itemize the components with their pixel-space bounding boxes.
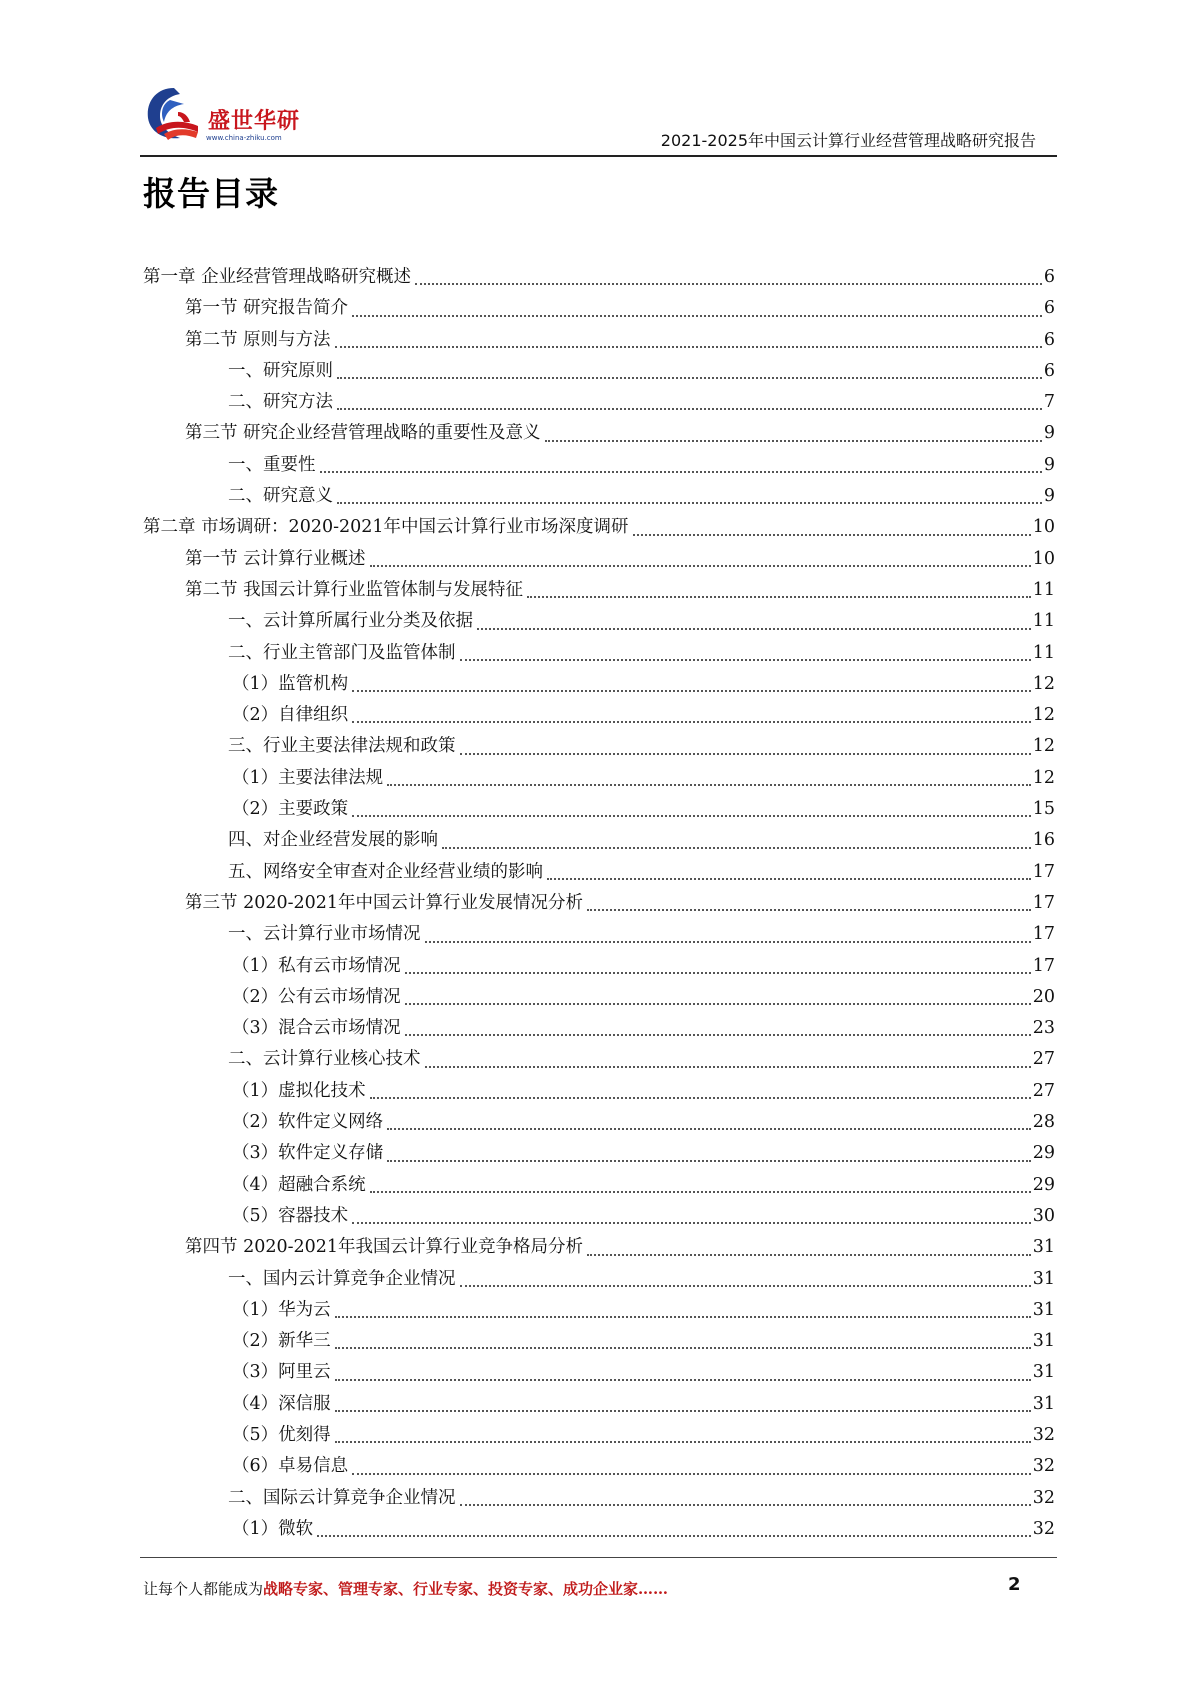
toc-dot-leader xyxy=(460,753,1031,755)
toc-entry-page: 10 xyxy=(1032,548,1055,569)
toc-entry-page: 11 xyxy=(1032,611,1055,632)
toc-entry[interactable] xyxy=(143,700,1055,731)
toc-entry-page: 20 xyxy=(1032,986,1055,1007)
toc-entry[interactable] xyxy=(143,418,1055,449)
toc-entry-title: （3）混合云市场情况 xyxy=(232,1018,401,1039)
toc-entry[interactable] xyxy=(143,857,1055,888)
toc-entry-title: （4）超融合系统 xyxy=(232,1174,366,1195)
toc-entry[interactable] xyxy=(143,888,1055,919)
toc-dot-leader xyxy=(352,690,1031,692)
toc-entry-title: 第二节 原则与方法 xyxy=(185,329,331,350)
toc-entry-title: 二、行业主管部门及监管体制 xyxy=(228,642,456,663)
toc-dot-leader xyxy=(587,1254,1031,1256)
toc-entry-page: 27 xyxy=(1032,1049,1055,1070)
toc-dot-leader xyxy=(527,596,1031,598)
toc-entry-title: （3）阿里云 xyxy=(232,1362,331,1383)
toc-entry-title: 第二节 我国云计算行业监管体制与发展特征 xyxy=(185,579,524,600)
toc-dot-leader xyxy=(320,471,1042,473)
toc-entry[interactable] xyxy=(143,1514,1055,1545)
toc-dot-leader xyxy=(335,346,1042,348)
toc-entry[interactable] xyxy=(143,512,1055,543)
toc-dot-leader xyxy=(405,1003,1031,1005)
toc-entry-page: 15 xyxy=(1032,799,1055,820)
toc-entry-title: 第一章 企业经营管理战略研究概述 xyxy=(143,267,412,287)
toc-entry-title: 一、云计算所属行业分类及依据 xyxy=(228,611,473,632)
logo-url: www.china-zhiku.com xyxy=(206,134,282,142)
toc-entry[interactable] xyxy=(143,606,1055,637)
toc-entry-page: 6 xyxy=(1043,360,1055,381)
toc-entry[interactable] xyxy=(143,1451,1055,1482)
toc-entry-title: 第二章 市场调研：2020-2021年中国云计算行业市场深度调研 xyxy=(143,517,629,538)
toc-entry[interactable] xyxy=(143,1170,1055,1201)
toc-entry-title: 第四节 2020-2021年我国云计算行业竞争格局分析 xyxy=(185,1237,584,1258)
toc-entry-page: 30 xyxy=(1032,1205,1055,1226)
toc-entry-page: 16 xyxy=(1032,830,1055,851)
toc-dot-leader xyxy=(633,534,1031,536)
toc-entry-title: 一、重要性 xyxy=(228,454,316,475)
toc-entry[interactable] xyxy=(143,982,1055,1013)
toc-entry-page: 17 xyxy=(1032,955,1055,976)
toc-dot-leader xyxy=(370,1191,1031,1193)
toc-entry-title: （2）公有云市场情况 xyxy=(232,986,401,1007)
toc-dot-leader xyxy=(370,1097,1031,1099)
toc-dot-leader xyxy=(352,1222,1031,1224)
toc-dot-leader xyxy=(352,315,1042,317)
toc-entry[interactable] xyxy=(143,1013,1055,1044)
toc-dot-leader xyxy=(335,1410,1031,1412)
toc-entry[interactable] xyxy=(143,951,1055,982)
toc-entry[interactable] xyxy=(143,1107,1055,1138)
toc-entry[interactable] xyxy=(143,1357,1055,1388)
toc-entry-title: （2）新华三 xyxy=(232,1331,331,1352)
toc-entry-title: 第三节 研究企业经营管理战略的重要性及意义 xyxy=(185,423,541,444)
toc-entry[interactable] xyxy=(143,1138,1055,1169)
toc-dot-leader xyxy=(387,784,1031,786)
company-logo xyxy=(140,82,320,146)
toc-entry[interactable] xyxy=(143,575,1055,606)
toc-entry-title: （5）容器技术 xyxy=(232,1205,349,1226)
toc-dot-leader xyxy=(337,408,1042,410)
toc-dot-leader xyxy=(370,565,1031,567)
toc-entry-page: 10 xyxy=(1032,517,1055,538)
toc-entry-title: （6）卓易信息 xyxy=(232,1456,349,1477)
header-divider xyxy=(140,155,1057,157)
toc-dot-leader xyxy=(335,1379,1031,1381)
toc-entry[interactable] xyxy=(143,1044,1055,1075)
toc-entry-page: 17 xyxy=(1032,861,1055,882)
page-number: 2 xyxy=(1008,1574,1021,1595)
toc-entry-page: 31 xyxy=(1032,1362,1055,1383)
toc-entry-title: 五、网络安全审查对企业经营业绩的影响 xyxy=(228,861,543,882)
toc-dot-leader xyxy=(460,1504,1031,1506)
toc-entry[interactable] xyxy=(143,669,1055,700)
toc-entry-title: （1）私有云市场情况 xyxy=(232,955,401,976)
toc-dot-leader xyxy=(405,1034,1031,1036)
footer-divider xyxy=(140,1557,1057,1558)
toc-entry-page: 7 xyxy=(1043,392,1055,413)
toc-dot-leader xyxy=(460,1285,1031,1287)
toc-entry-page: 32 xyxy=(1032,1456,1055,1477)
toc-entry-title: （2）主要政策 xyxy=(232,799,349,820)
toc-entry[interactable] xyxy=(143,1420,1055,1451)
toc-dot-leader xyxy=(425,1066,1031,1068)
toc-entry-title: 二、研究方法 xyxy=(228,392,333,413)
toc-dot-leader xyxy=(337,502,1042,504)
toc-dot-leader xyxy=(477,628,1031,630)
table-of-contents xyxy=(143,262,1055,1545)
logo-name: 盛世华研 xyxy=(208,109,301,134)
toc-entry-page: 6 xyxy=(1043,267,1055,287)
toc-entry-page: 11 xyxy=(1032,642,1055,663)
toc-entry-title: 第三节 2020-2021年中国云计算行业发展情况分析 xyxy=(185,892,584,913)
toc-entry-page: 12 xyxy=(1032,705,1055,726)
toc-entry-page: 32 xyxy=(1032,1424,1055,1445)
footer-slogan xyxy=(143,1578,668,1599)
toc-entry-page: 9 xyxy=(1043,423,1055,444)
toc-entry-page: 27 xyxy=(1032,1080,1055,1101)
toc-entry-title: （3）软件定义存储 xyxy=(232,1143,384,1164)
toc-entry-title: 四、对企业经营发展的影响 xyxy=(228,830,438,851)
toc-entry[interactable] xyxy=(143,638,1055,669)
toc-entry[interactable] xyxy=(143,356,1055,387)
toc-entry[interactable] xyxy=(143,919,1055,950)
toc-entry[interactable] xyxy=(143,763,1055,794)
toc-dot-leader xyxy=(335,1441,1031,1443)
toc-entry-page: 31 xyxy=(1032,1331,1055,1352)
toc-entry[interactable] xyxy=(143,731,1055,762)
toc-entry-page: 31 xyxy=(1032,1299,1055,1320)
toc-dot-leader xyxy=(387,1160,1031,1162)
toc-entry-page: 29 xyxy=(1032,1174,1055,1195)
page-title: 报告目录 xyxy=(143,174,279,213)
toc-entry[interactable] xyxy=(143,1232,1055,1263)
toc-entry[interactable] xyxy=(143,481,1055,512)
toc-entry-page: 11 xyxy=(1032,579,1055,600)
toc-entry-title: 三、行业主要法律法规和政策 xyxy=(228,736,456,757)
toc-entry[interactable] xyxy=(143,1326,1055,1357)
toc-dot-leader xyxy=(415,283,1042,285)
toc-entry-page: 28 xyxy=(1032,1112,1055,1133)
toc-entry-page: 12 xyxy=(1032,767,1055,788)
toc-entry[interactable] xyxy=(143,325,1055,356)
toc-entry-page: 6 xyxy=(1043,329,1055,350)
toc-entry-title: （2）自律组织 xyxy=(232,705,349,726)
toc-dot-leader xyxy=(442,847,1031,849)
toc-dot-leader xyxy=(335,1316,1031,1318)
toc-entry-page: 12 xyxy=(1032,736,1055,757)
toc-entry-title: （1）微软 xyxy=(232,1518,314,1539)
toc-entry[interactable] xyxy=(143,1295,1055,1326)
toc-entry[interactable] xyxy=(143,450,1055,481)
toc-dot-leader xyxy=(460,659,1031,661)
toc-entry-title: （1）虚拟化技术 xyxy=(232,1080,366,1101)
toc-entry[interactable] xyxy=(143,1389,1055,1420)
toc-entry[interactable] xyxy=(143,387,1055,418)
slogan-highlight: 战略专家、管理专家、行业专家、投资专家、成功企业家…… xyxy=(263,1580,669,1598)
toc-entry-title: （1）监管机构 xyxy=(232,673,349,694)
toc-entry-page: 9 xyxy=(1043,486,1055,507)
toc-entry-page: 6 xyxy=(1043,298,1055,319)
toc-entry[interactable] xyxy=(143,1483,1055,1514)
toc-entry-title: （5）优刻得 xyxy=(232,1424,331,1445)
toc-entry-page: 31 xyxy=(1032,1268,1055,1289)
toc-entry[interactable] xyxy=(143,293,1055,324)
toc-dot-leader xyxy=(337,377,1042,379)
toc-entry[interactable] xyxy=(143,825,1055,856)
toc-entry-title: （4）深信服 xyxy=(232,1393,331,1414)
toc-dot-leader xyxy=(352,815,1031,817)
toc-dot-leader xyxy=(587,909,1031,911)
toc-dot-leader xyxy=(317,1535,1031,1537)
toc-entry-page: 32 xyxy=(1032,1487,1055,1508)
toc-entry[interactable] xyxy=(143,794,1055,825)
toc-dot-leader xyxy=(425,941,1031,943)
toc-entry-page: 9 xyxy=(1043,454,1055,475)
toc-entry-title: 第一节 研究报告简介 xyxy=(185,298,349,319)
toc-entry-title: 二、云计算行业核心技术 xyxy=(228,1049,421,1070)
toc-entry-title: 一、云计算行业市场情况 xyxy=(228,924,421,945)
toc-entry-title: （1）主要法律法规 xyxy=(232,767,384,788)
toc-dot-leader xyxy=(352,1473,1031,1475)
toc-entry-page: 12 xyxy=(1032,673,1055,694)
toc-entry-title: （2）软件定义网络 xyxy=(232,1112,384,1133)
slogan-prefix: 让每个人都能成为 xyxy=(143,1580,264,1598)
toc-entry-page: 32 xyxy=(1032,1518,1055,1539)
toc-dot-leader xyxy=(335,1347,1031,1349)
report-title: 2021-2025年中国云计算行业经营管理战略研究报告 xyxy=(660,131,1036,150)
toc-dot-leader xyxy=(352,721,1031,723)
toc-dot-leader xyxy=(405,972,1031,974)
toc-entry[interactable] xyxy=(143,1076,1055,1107)
toc-entry[interactable] xyxy=(143,262,1055,293)
toc-entry-page: 31 xyxy=(1032,1237,1055,1258)
toc-entry-title: 一、国内云计算竞争企业情况 xyxy=(228,1268,456,1289)
toc-entry-title: （1）华为云 xyxy=(232,1299,331,1320)
toc-entry-page: 17 xyxy=(1032,924,1055,945)
toc-dot-leader xyxy=(387,1128,1031,1130)
toc-entry-page: 31 xyxy=(1032,1393,1055,1414)
toc-entry-title: 二、国际云计算竞争企业情况 xyxy=(228,1487,456,1508)
toc-entry-title: 第一节 云计算行业概述 xyxy=(185,548,366,569)
toc-entry-page: 29 xyxy=(1032,1143,1055,1164)
toc-dot-leader xyxy=(547,878,1031,880)
toc-dot-leader xyxy=(545,440,1042,442)
toc-entry-title: 二、研究意义 xyxy=(228,486,333,507)
toc-entry-page: 17 xyxy=(1032,892,1055,913)
toc-entry[interactable] xyxy=(143,1201,1055,1232)
toc-entry[interactable] xyxy=(143,1264,1055,1295)
toc-entry-page: 23 xyxy=(1032,1018,1055,1039)
logo-swoosh-icon xyxy=(140,82,210,146)
toc-entry[interactable] xyxy=(143,544,1055,575)
toc-entry-title: 一、研究原则 xyxy=(228,360,333,381)
